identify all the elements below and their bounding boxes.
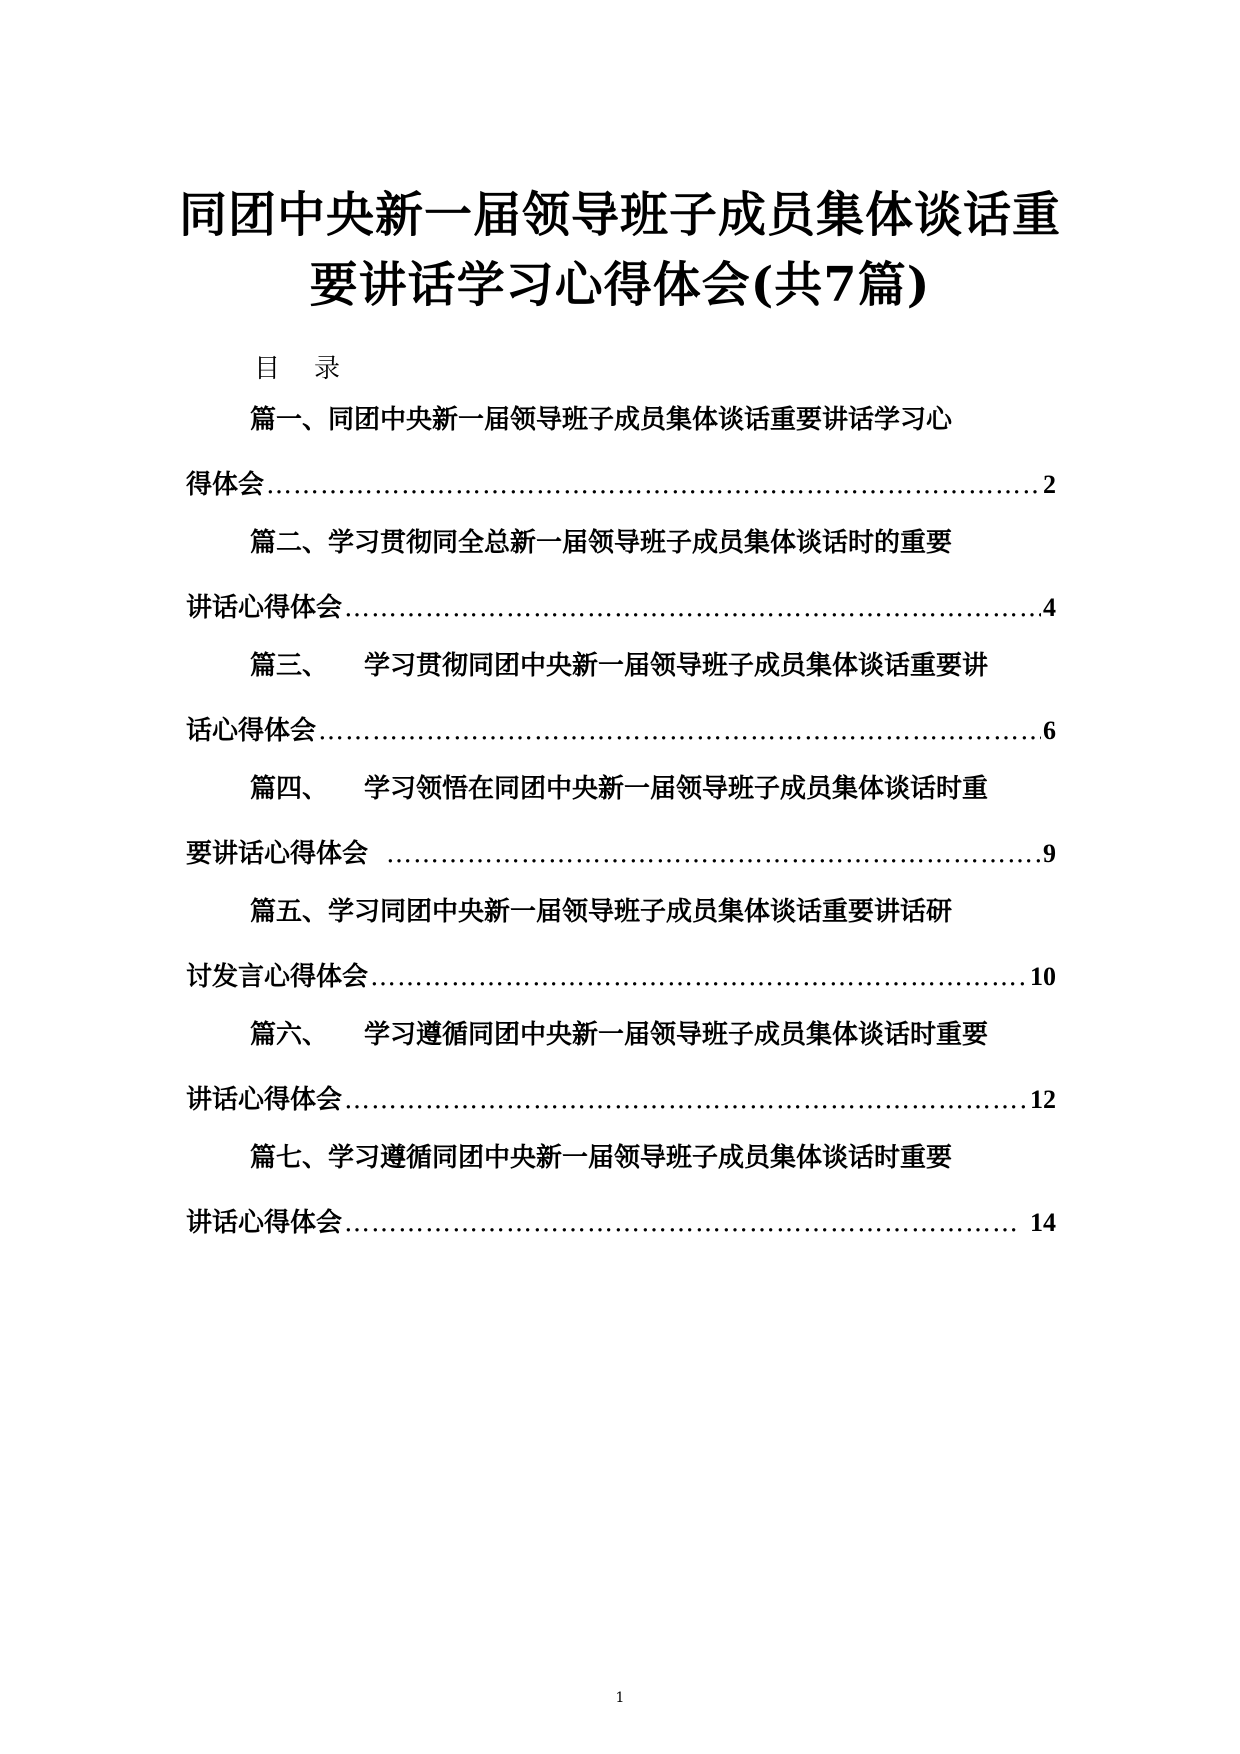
toc-entry-text: 学习同团中央新一届领导班子成员集体谈话重要讲话研 [328,897,953,927]
toc-entry-label: 篇二、 [250,528,329,558]
dot-leader [344,588,1041,628]
page-number: 1 [615,1690,625,1706]
title-line-2: 要讲话学习心得体会(共7篇) [309,257,931,313]
toc-entry-6-first-line[interactable] [250,1015,1040,1055]
toc-entry-6-second-line[interactable] [186,1080,1056,1120]
toc-entry-label: 篇一、 [250,405,329,435]
toc-entry-5-first-line[interactable] [250,892,1040,932]
toc-entry-page: 6 [1043,716,1056,745]
toc-entry-3-second-line[interactable] [186,711,1056,751]
toc-entry-label: 篇六、 [250,1020,329,1050]
dot-leader [266,465,1041,505]
dot-leader [370,957,1028,997]
toc-entry-text: 学习遵循同团中央新一届领导班子成员集体谈话时重要 [328,1143,953,1173]
toc-entry-4-first-line[interactable] [250,769,1040,809]
toc-entry-label: 篇七、 [250,1143,329,1173]
toc-entry-page: 12 [1030,1085,1056,1114]
toc-entry-2-second-line[interactable] [186,588,1056,628]
toc-entry-1-first-line[interactable] [250,400,1040,440]
toc-entry-7-first-line[interactable] [250,1138,1040,1178]
toc-entry-continuation: 话心得体会 [186,716,317,746]
toc-entry-continuation: 要讲话心得体会 [186,839,369,869]
toc-entry-label: 篇三、 [250,651,329,681]
dot-leader [318,711,1041,751]
toc-entry-continuation: 讲话心得体会 [186,1208,343,1238]
toc-entry-text: 同团中央新一届领导班子成员集体谈话重要讲话学习心 [328,405,953,435]
toc-entry-text: 学习领悟在同团中央新一届领导班子成员集体谈话时重 [364,774,989,804]
toc-entry-text: 学习贯彻同全总新一届领导班子成员集体谈话时的重要 [328,528,953,558]
toc-entry-continuation: 讲话心得体会 [186,1085,343,1115]
toc-entry-label: 篇五、 [250,897,329,927]
toc-heading-char-1: 目 [254,354,283,384]
toc-entry-3-first-line[interactable] [250,646,1040,686]
toc-entry-page: 2 [1043,470,1056,499]
title-line-1: 同团中央新一届领导班子成员集体谈话重 [178,187,1061,243]
toc-entry-continuation: 讲话心得体会 [186,593,343,623]
toc-heading-char-2: 录 [314,354,343,384]
toc-entry-continuation: 得体会 [186,470,265,500]
toc-entry-page: 4 [1043,593,1056,622]
toc-entry-text: 学习遵循同团中央新一届领导班子成员集体谈话时重要 [364,1020,989,1050]
toc-entry-page: 14 [1030,1208,1056,1237]
toc-entry-4-second-line[interactable] [186,834,1056,874]
toc-entry-page: 9 [1043,839,1056,868]
toc-entry-7-second-line[interactable] [186,1203,1056,1243]
toc-entry-label: 篇四、 [250,774,329,804]
dot-leader [344,1080,1028,1120]
toc-entry-2-first-line[interactable] [250,523,1040,563]
dot-leader [386,834,1041,874]
toc-entry-page: 10 [1030,962,1056,991]
toc-entry-text: 学习贯彻同团中央新一届领导班子成员集体谈话重要讲 [364,651,989,681]
toc-entry-continuation: 讨发言心得体会 [186,962,369,992]
toc-entry-1-second-line[interactable] [186,465,1056,505]
toc-entry-5-second-line[interactable] [186,957,1056,997]
dot-leader [344,1203,1018,1243]
